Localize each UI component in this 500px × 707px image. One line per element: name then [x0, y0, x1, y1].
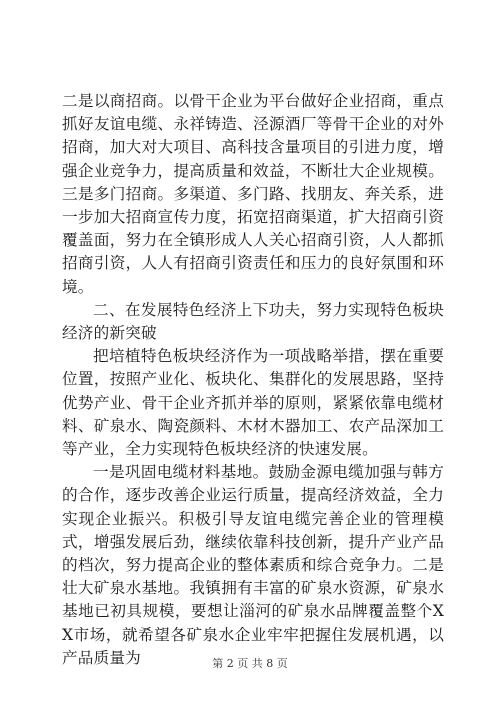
page-footer: 第 2 页 共 8 页: [212, 657, 288, 670]
paragraph-2-heading: 二、在发展特色经济上下功夫，努力实现特色板块经济的新突破: [62, 300, 444, 343]
paragraph-4: 一是巩固电缆材料基地。鼓励金源电缆加强与韩方的合作，逐步改善企业运行质量，提高经济效益，全力实现企业振兴。积极引导友谊电缆完善企业的管理模式，增强发展后劲，继续依靠科技创新，提升产业产品的档次，努力提高企业的整体素质和综合竞争力。二是壮大矿泉水基地。我镇拥有丰富的矿泉水资源，矿泉水基地已初具规模，要想让淄河的矿泉水品牌覆盖整个XX市场，就希望各矿泉水企业牢牢把握住发展机遇，以产品质量为: [62, 463, 444, 667]
document-body: [62, 90, 444, 670]
paragraph-1: 二是以商招商。以骨干企业为平台做好企业招商，重点抓好友谊电缆、永祥铸造、泾源酒厂等骨干企业的对外招商，加大对大项目、高科技含量项目的引进力度，增强企业竞争力，提高质量和效益，不断壮大企业规模。三是多门招商。多渠道、多门路、找朋友、奔关系，进一步加大招商宣传力度，拓宽招商渠道，扩大招商引资覆盖面，努力在全镇形成人人关心招商引资，人人都抓招商引资，人人有招商引资责任和压力的良好氛围和环境。: [62, 92, 444, 296]
paragraph-3: 把培植特色板块经济作为一项战略举措，摆在重要位置，按照产业化、板块化、集群化的发展思路，坚持优势产业、骨干企业齐抓并举的原则，紧紧依靠电缆材料、矿泉水、陶瓷颜料、木材木器加工、农产品深加工等产业，全力实现特色板块经济的快速发展。: [62, 347, 444, 459]
